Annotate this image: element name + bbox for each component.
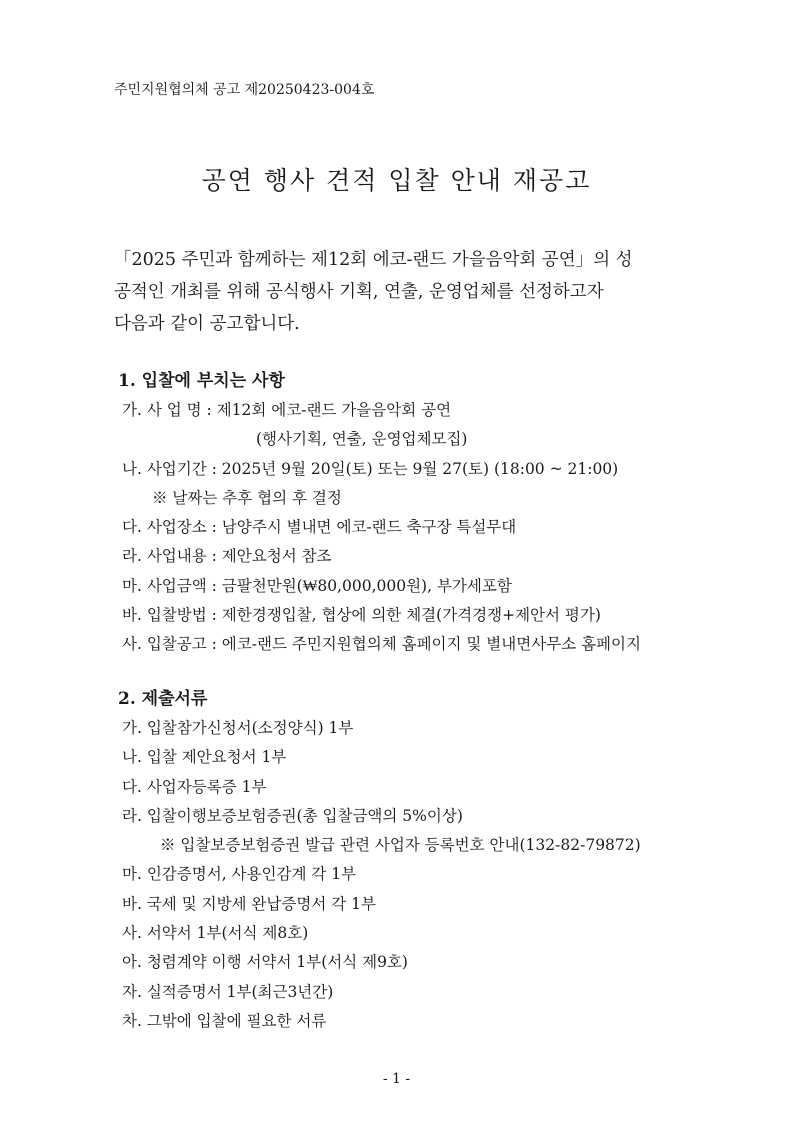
list-item: 라. 입찰이행보증보험증권(총 입찰금액의 5%이상) [122,806,463,825]
list-item: 사. 서약서 1부(서식 제8호) [122,924,309,943]
list-item: 다. 사업장소 : 남양주시 별내면 에코-랜드 축구장 특설무대 [122,518,517,537]
list-item: 가. 입찰참가신청서(소정양식) 1부 [122,719,354,737]
intro-line: 「2025 주민과 함께하는 제12회 에코-랜드 가을음악회 공연」의 성 [114,250,633,270]
list-item: 마. 사업금액 : 금팔천만원(₩80,000,000원), 부가세포함 [122,576,512,595]
intro-paragraph [114,244,686,340]
list-item: 사. 입찰공고 : 에코-랜드 주민지원협의체 홈페이지 및 별내면사무소 홈페이지 [122,635,641,654]
list-item: 바. 입찰방법 : 제한경쟁입찰, 협상에 의한 체결(가격경쟁+제안서 평가) [122,606,601,625]
list-item: 마. 인감증명서, 사용인감계 각 1부 [122,865,357,884]
section1-list [122,396,641,660]
section2-list [122,714,641,1036]
list-item: 다. 사업자등록증 1부 [122,777,267,796]
list-item: 바. 국세 및 지방세 완납증명서 각 1부 [122,894,376,913]
list-item-continuation: (행사기획, 연출, 운영업체모집) [256,430,468,449]
list-item: 자. 실적증명서 1부(최근3년간) [122,982,334,1001]
document-title: 공연 행사 견적 입찰 안내 재공고 [201,166,592,195]
intro-line: 공적인 개최를 위해 공식행사 기획, 연출, 운영업체를 선정하고자 [114,282,604,302]
list-item: 가. 사 업 명 : 제12회 에코-랜드 가을음악회 공연 [122,401,452,419]
section1-heading: 1. 입찰에 부치는 사항 [118,371,285,391]
notice-number: 주민지원협의체 공고 제20250423-004호 [114,82,375,98]
list-item: 차. 그밖에 입찰에 필요한 서류 [122,1011,327,1030]
page-number: - 1 - [382,1071,411,1087]
intro-line: 다음과 같이 공고합니다. [114,314,300,334]
list-note: ※ 입찰보증보험증권 발급 관련 사업자 등록번호 안내(132-82-79872) [160,836,641,855]
list-note: ※ 날짜는 추후 협의 후 결정 [152,488,342,507]
section2-heading: 2. 제출서류 [118,689,208,709]
list-item: 아. 청렴계약 이행 서약서 1부(서식 제9호) [122,953,408,972]
list-item: 나. 사업기간 : 2025년 9월 20일(토) 또는 9월 27(토) (18:00 ~ 21:00) [122,459,619,478]
list-item: 라. 사업내용 : 제안요청서 참조 [122,547,332,566]
list-item: 나. 입찰 제안요청서 1부 [122,748,287,767]
